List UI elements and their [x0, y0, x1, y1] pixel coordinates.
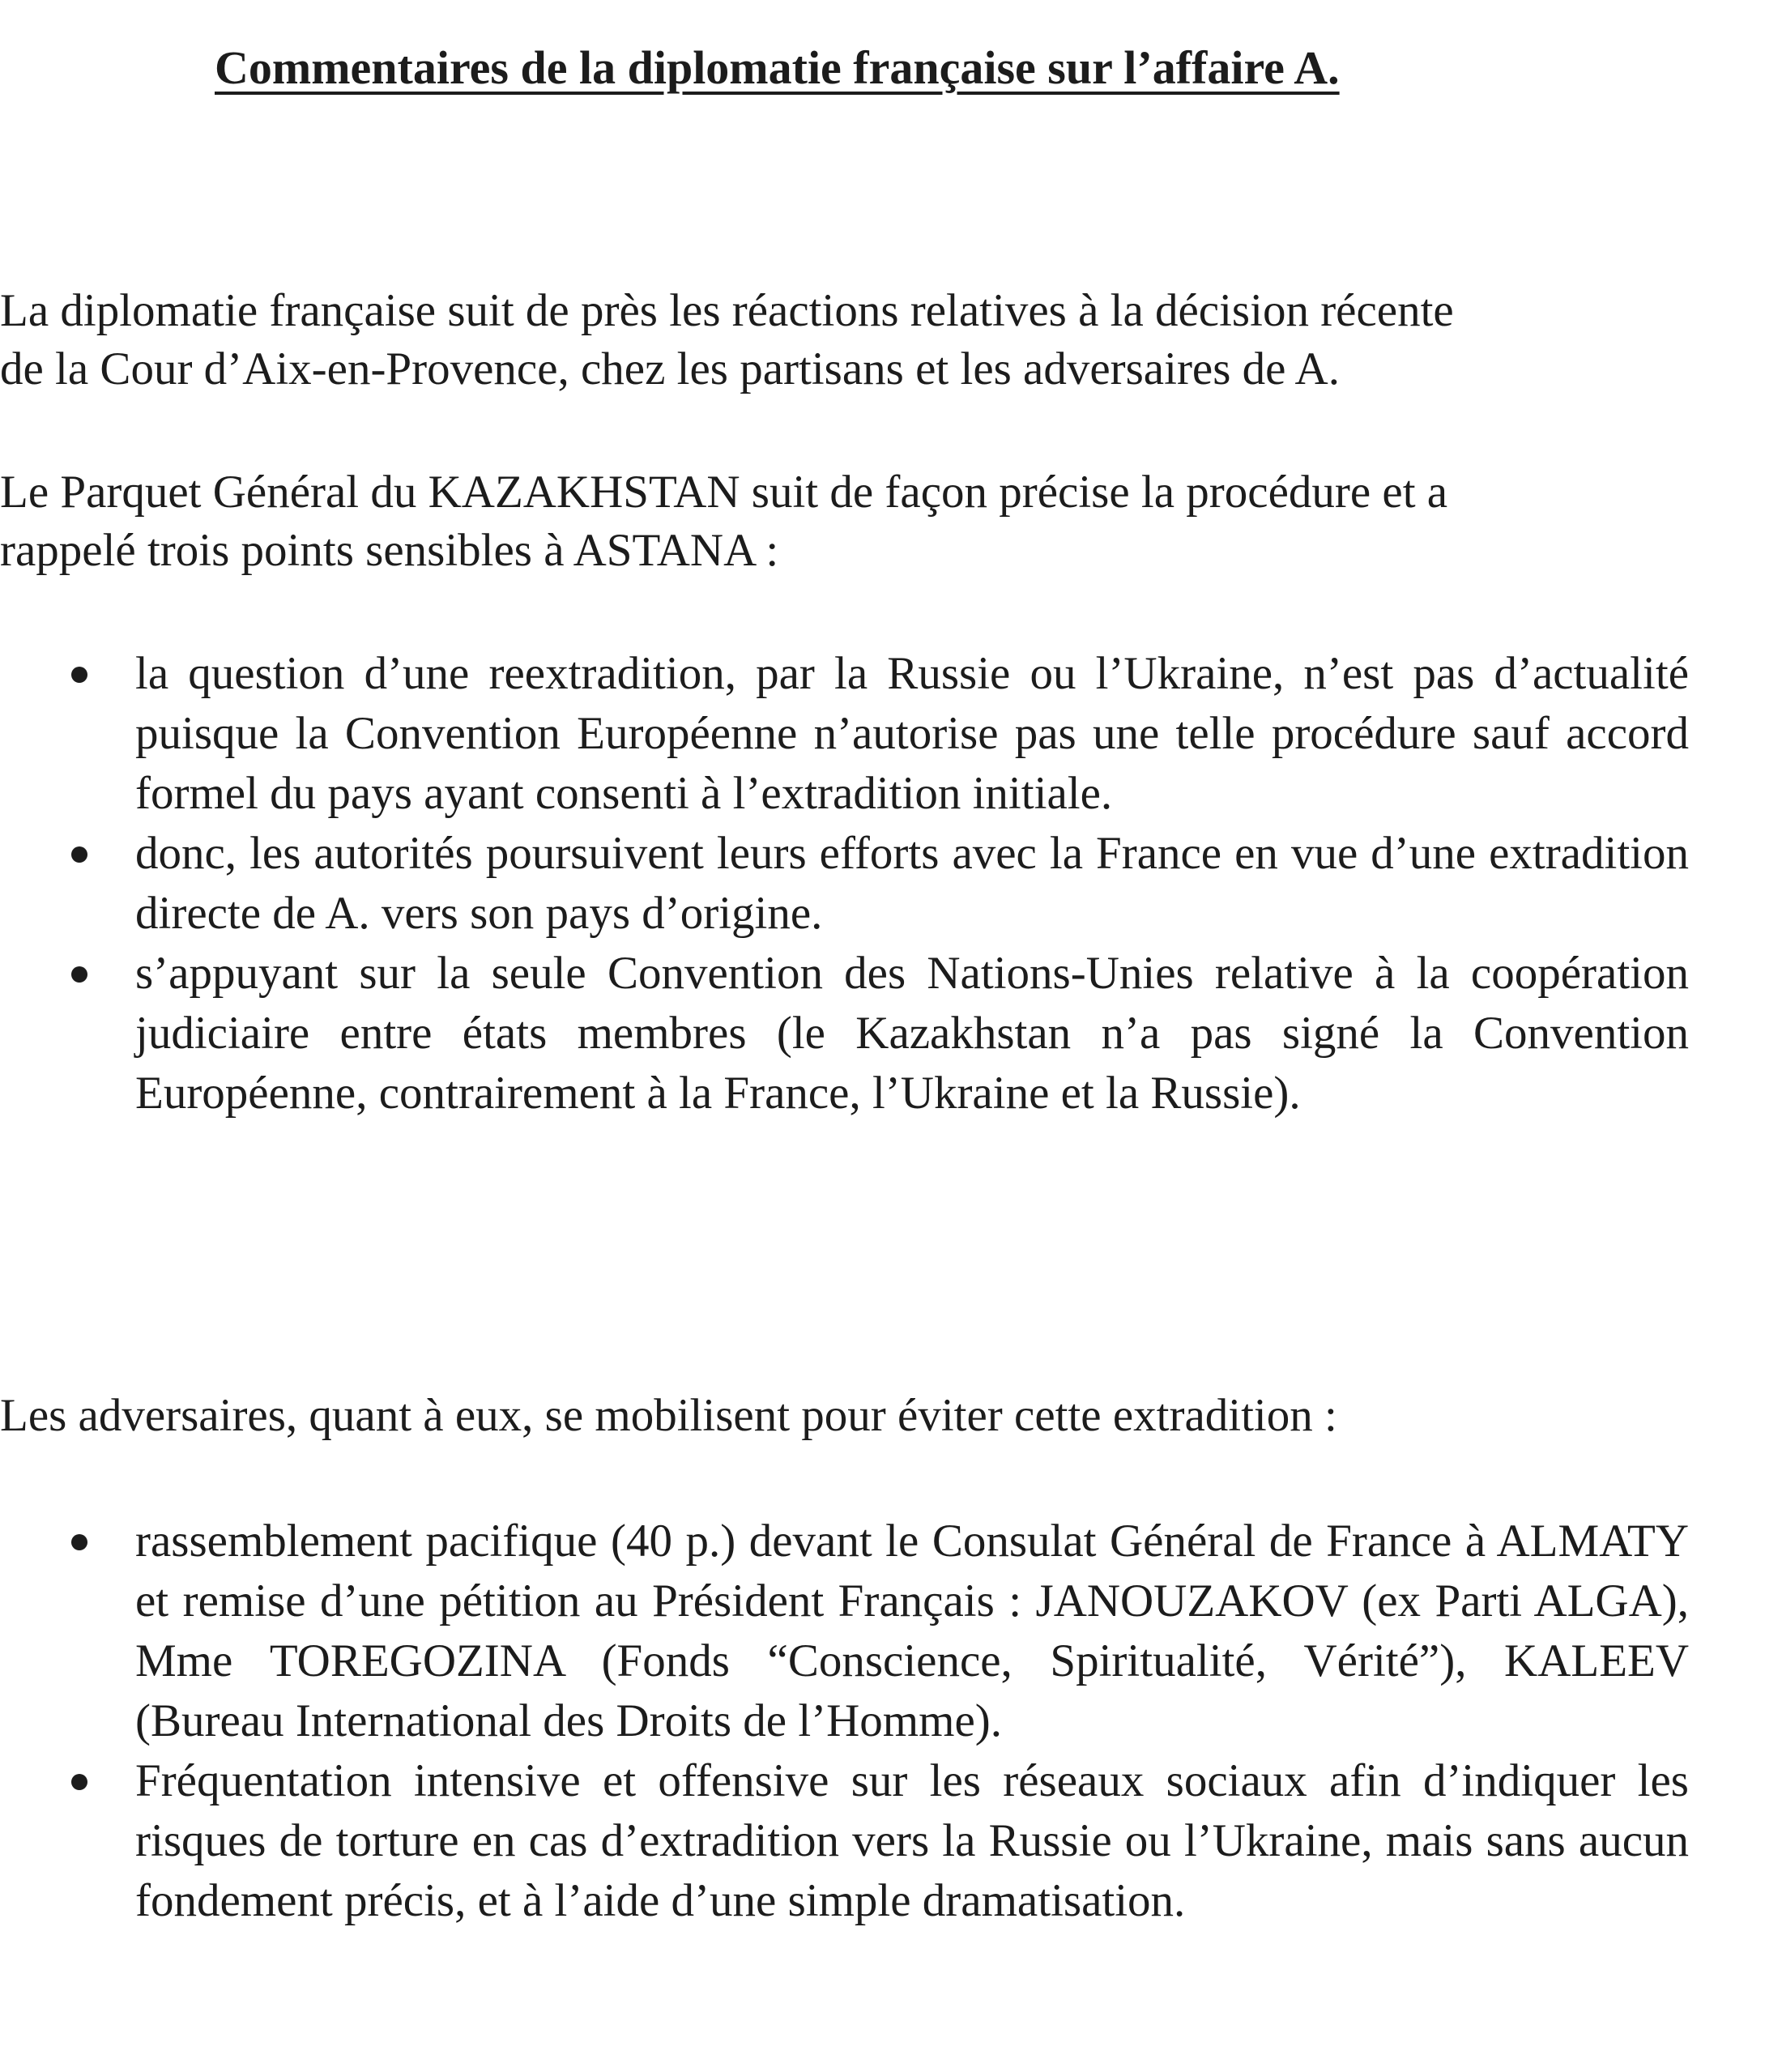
- bullet-icon: [71, 1534, 87, 1550]
- bullet-icon: [71, 846, 87, 863]
- bullet-icon: [71, 667, 87, 683]
- list-item: [0, 1511, 1689, 1751]
- paragraph-intro-line-2: de la Cour d’Aix-en-Provence, chez les partisans et les adversaires de A.: [0, 343, 1340, 394]
- list-item-text: la question d’une reextradition, par la Russie ou l’Ukraine, n’est pas d’actualité puisque la Convention Européenne n’autorise pas une telle procédure sauf accord formel du pays ayant consenti à l’extradition initiale.: [135, 648, 1689, 819]
- list-item: [0, 644, 1689, 824]
- bullet-list-parquet-points: [0, 644, 1782, 1123]
- paragraph-intro-line-1: La diplomatie française suit de près les réactions relatives à la décision récente: [0, 285, 1454, 336]
- list-item-text: Fréquentation intensive et offensive sur les réseaux sociaux afin d’indiquer les risques de torture en cas d’extradition vers la Russie ou l’Ukraine, mais sans aucun fondement précis, et à l’aide d’une simple dramatisation.: [135, 1755, 1689, 1926]
- list-item: [0, 824, 1689, 944]
- list-item-text: s’appuyant sur la seule Convention des Nations-Unies relative à la coopération judiciaire entre états membres (le Kazakhstan n’a pas signé la Convention Européenne, contrairement à la France, l’Ukraine et la Russie).: [135, 948, 1689, 1119]
- list-item: [0, 944, 1689, 1123]
- bullet-icon: [71, 1774, 87, 1790]
- list-item-text: rassemblement pacifique (40 p.) devant le Consulat Général de France à ALMATY et remise d’une pétition au Président Français : JANOUZAKOV (ex Parti ALGA), Mme TOREGOZINA (Fonds “Conscience, Spiritualité, Vérité”), KALEEV (Bureau International des Droits de l’Homme).: [135, 1516, 1689, 1746]
- document-title: Commentaires de la diplomatie française sur l’affaire A.: [215, 41, 1340, 94]
- list-item: [0, 1751, 1689, 1931]
- paragraph-adversaires: Les adversaires, quant à eux, se mobilisent pour éviter cette extradition :: [0, 1390, 1337, 1441]
- bullet-list-adversaires-actions: [0, 1511, 1782, 1931]
- list-item-text: donc, les autorités poursuivent leurs efforts avec la France en vue d’une extradition directe de A. vers son pays d’origine.: [135, 828, 1689, 939]
- paragraph-parquet-line-2: rappelé trois points sensibles à ASTANA :: [0, 525, 779, 576]
- bullet-icon: [71, 966, 87, 983]
- paragraph-parquet-line-1: Le Parquet Général du KAZAKHSTAN suit de façon précise la procédure et a: [0, 467, 1448, 518]
